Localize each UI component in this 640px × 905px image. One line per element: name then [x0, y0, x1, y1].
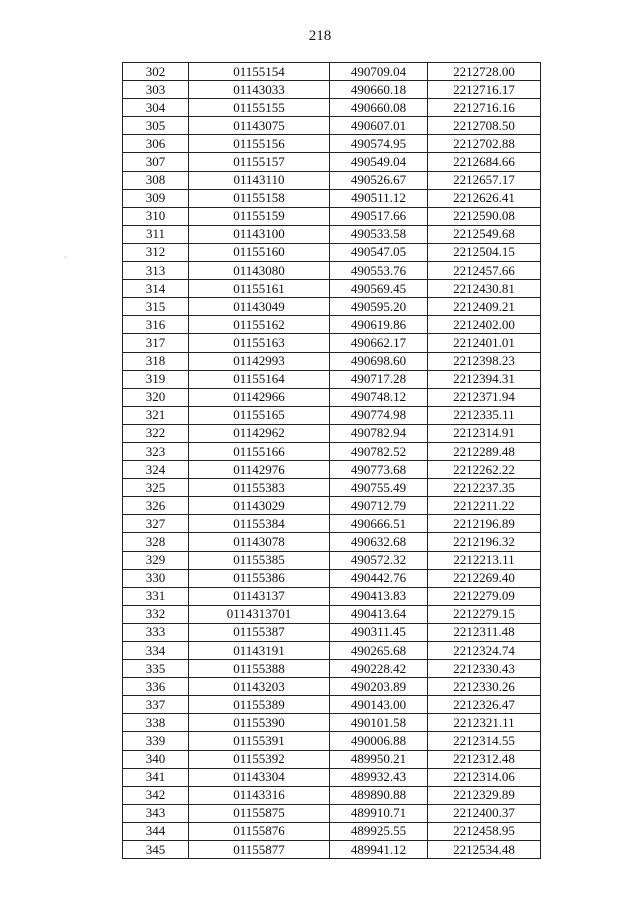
- table-row: [123, 207, 541, 225]
- point-number-cell: 309: [123, 189, 189, 207]
- point-number-cell: 331: [123, 587, 189, 605]
- point-number-cell: 324: [123, 461, 189, 479]
- y-coordinate-cell: 2212335.11: [428, 406, 541, 424]
- y-coordinate-cell: 2212314.55: [428, 732, 541, 750]
- table-row: [123, 533, 541, 551]
- point-id-cell: 01155154: [189, 63, 330, 81]
- x-coordinate-cell: 490782.52: [330, 442, 428, 460]
- y-coordinate-cell: 2212728.00: [428, 63, 541, 81]
- x-coordinate-cell: 490143.00: [330, 696, 428, 714]
- point-number-cell: 302: [123, 63, 189, 81]
- point-number-cell: 321: [123, 406, 189, 424]
- x-coordinate-cell: 490782.94: [330, 424, 428, 442]
- point-id-cell: 01142966: [189, 388, 330, 406]
- y-coordinate-cell: 2212402.00: [428, 316, 541, 334]
- point-id-cell: 01155389: [189, 696, 330, 714]
- point-id-cell: 01155388: [189, 660, 330, 678]
- x-coordinate-cell: 490607.01: [330, 117, 428, 135]
- y-coordinate-cell: 2212314.91: [428, 424, 541, 442]
- table-row: [123, 750, 541, 768]
- point-id-cell: 01155390: [189, 714, 330, 732]
- point-number-cell: 333: [123, 623, 189, 641]
- point-number-cell: 336: [123, 678, 189, 696]
- table-row: [123, 461, 541, 479]
- y-coordinate-cell: 2212430.81: [428, 280, 541, 298]
- point-id-cell: 01143100: [189, 225, 330, 243]
- point-number-cell: 323: [123, 442, 189, 460]
- y-coordinate-cell: 2212211.22: [428, 497, 541, 515]
- y-coordinate-cell: 2212458.95: [428, 822, 541, 840]
- point-id-cell: 01155387: [189, 623, 330, 641]
- y-coordinate-cell: 2212330.26: [428, 678, 541, 696]
- y-coordinate-cell: 2212394.31: [428, 370, 541, 388]
- point-number-cell: 310: [123, 207, 189, 225]
- point-number-cell: 327: [123, 515, 189, 533]
- x-coordinate-cell: 490709.04: [330, 63, 428, 81]
- x-coordinate-cell: 490774.98: [330, 406, 428, 424]
- point-number-cell: 341: [123, 768, 189, 786]
- table-row: [123, 262, 541, 280]
- y-coordinate-cell: 2212279.15: [428, 605, 541, 623]
- point-number-cell: 308: [123, 171, 189, 189]
- y-coordinate-cell: 2212196.32: [428, 533, 541, 551]
- point-id-cell: 01143029: [189, 497, 330, 515]
- point-id-cell: 01155161: [189, 280, 330, 298]
- x-coordinate-cell: 489950.21: [330, 750, 428, 768]
- point-number-cell: 343: [123, 804, 189, 822]
- point-id-cell: 01143078: [189, 533, 330, 551]
- point-number-cell: 320: [123, 388, 189, 406]
- y-coordinate-cell: 2212401.01: [428, 334, 541, 352]
- point-number-cell: 319: [123, 370, 189, 388]
- x-coordinate-cell: 490698.60: [330, 352, 428, 370]
- table-row: [123, 497, 541, 515]
- point-number-cell: 326: [123, 497, 189, 515]
- x-coordinate-cell: 490228.42: [330, 660, 428, 678]
- y-coordinate-cell: 2212314.06: [428, 768, 541, 786]
- point-number-cell: 312: [123, 243, 189, 261]
- x-coordinate-cell: 490574.95: [330, 135, 428, 153]
- x-coordinate-cell: 490619.86: [330, 316, 428, 334]
- y-coordinate-cell: 2212196.89: [428, 515, 541, 533]
- point-number-cell: 317: [123, 334, 189, 352]
- point-number-cell: 330: [123, 569, 189, 587]
- point-id-cell: 01155875: [189, 804, 330, 822]
- y-coordinate-cell: 2212329.89: [428, 786, 541, 804]
- table-row: [123, 406, 541, 424]
- table-row: [123, 243, 541, 261]
- y-coordinate-cell: 2212312.48: [428, 750, 541, 768]
- x-coordinate-cell: 489941.12: [330, 841, 428, 859]
- point-id-cell: 01155158: [189, 189, 330, 207]
- point-id-cell: 01143191: [189, 642, 330, 660]
- point-id-cell: 01155157: [189, 153, 330, 171]
- y-coordinate-cell: 2212324.74: [428, 642, 541, 660]
- point-id-cell: 01143049: [189, 298, 330, 316]
- x-coordinate-cell: 490413.83: [330, 587, 428, 605]
- point-id-cell: 01155383: [189, 479, 330, 497]
- y-coordinate-cell: 2212213.11: [428, 551, 541, 569]
- point-number-cell: 314: [123, 280, 189, 298]
- point-number-cell: 337: [123, 696, 189, 714]
- x-coordinate-cell: 490666.51: [330, 515, 428, 533]
- table-row: [123, 822, 541, 840]
- point-id-cell: 01155165: [189, 406, 330, 424]
- point-id-cell: 01155160: [189, 243, 330, 261]
- table-row: [123, 99, 541, 117]
- table-row: [123, 225, 541, 243]
- x-coordinate-cell: 489890.88: [330, 786, 428, 804]
- point-id-cell: 01155391: [189, 732, 330, 750]
- table-row: [123, 623, 541, 641]
- point-id-cell: 01155166: [189, 442, 330, 460]
- point-number-cell: 329: [123, 551, 189, 569]
- x-coordinate-cell: 489932.43: [330, 768, 428, 786]
- y-coordinate-cell: 2212398.23: [428, 352, 541, 370]
- table-row: [123, 696, 541, 714]
- point-number-cell: 313: [123, 262, 189, 280]
- y-coordinate-cell: 2212504.15: [428, 243, 541, 261]
- point-number-cell: 322: [123, 424, 189, 442]
- table-row: [123, 515, 541, 533]
- x-coordinate-cell: 490755.49: [330, 479, 428, 497]
- x-coordinate-cell: 490660.08: [330, 99, 428, 117]
- y-coordinate-cell: 2212269.40: [428, 569, 541, 587]
- y-coordinate-cell: 2212716.17: [428, 81, 541, 99]
- point-number-cell: 318: [123, 352, 189, 370]
- x-coordinate-cell: 490572.32: [330, 551, 428, 569]
- table-row: [123, 587, 541, 605]
- x-coordinate-cell: 490526.67: [330, 171, 428, 189]
- point-id-cell: 01142993: [189, 352, 330, 370]
- point-number-cell: 339: [123, 732, 189, 750]
- x-coordinate-cell: 490569.45: [330, 280, 428, 298]
- x-coordinate-cell: 490517.66: [330, 207, 428, 225]
- point-number-cell: 342: [123, 786, 189, 804]
- table-row: [123, 642, 541, 660]
- table-row: [123, 388, 541, 406]
- point-id-cell: 01143203: [189, 678, 330, 696]
- table-row: [123, 732, 541, 750]
- table-row: [123, 117, 541, 135]
- page-number: 218: [308, 28, 332, 44]
- point-id-cell: 01155386: [189, 569, 330, 587]
- point-number-cell: 334: [123, 642, 189, 660]
- table-row: [123, 171, 541, 189]
- table-row: [123, 334, 541, 352]
- point-number-cell: 335: [123, 660, 189, 678]
- point-number-cell: 311: [123, 225, 189, 243]
- point-number-cell: 332: [123, 605, 189, 623]
- x-coordinate-cell: 490265.68: [330, 642, 428, 660]
- table-row: [123, 804, 541, 822]
- point-id-cell: 01142962: [189, 424, 330, 442]
- point-id-cell: 0114313701: [189, 605, 330, 623]
- table-row: [123, 569, 541, 587]
- x-coordinate-cell: 490662.17: [330, 334, 428, 352]
- y-coordinate-cell: 2212657.17: [428, 171, 541, 189]
- point-id-cell: 01143033: [189, 81, 330, 99]
- table-row: [123, 189, 541, 207]
- table-row: [123, 280, 541, 298]
- point-id-cell: 01155155: [189, 99, 330, 117]
- table-row: [123, 153, 541, 171]
- point-number-cell: 340: [123, 750, 189, 768]
- x-coordinate-cell: 490533.58: [330, 225, 428, 243]
- table-row: [123, 298, 541, 316]
- table-row: [123, 63, 541, 81]
- y-coordinate-cell: 2212262.22: [428, 461, 541, 479]
- y-coordinate-cell: 2212716.16: [428, 99, 541, 117]
- point-number-cell: 328: [123, 533, 189, 551]
- table-row: [123, 551, 541, 569]
- table-row: [123, 81, 541, 99]
- point-id-cell: 01143075: [189, 117, 330, 135]
- y-coordinate-cell: 2212708.50: [428, 117, 541, 135]
- point-number-cell: 307: [123, 153, 189, 171]
- x-coordinate-cell: 490311.45: [330, 623, 428, 641]
- x-coordinate-cell: 490553.76: [330, 262, 428, 280]
- y-coordinate-cell: 2212457.66: [428, 262, 541, 280]
- point-id-cell: 01155162: [189, 316, 330, 334]
- point-id-cell: 01143080: [189, 262, 330, 280]
- y-coordinate-cell: 2212371.94: [428, 388, 541, 406]
- point-id-cell: 01155876: [189, 822, 330, 840]
- table-row: [123, 370, 541, 388]
- table-row: [123, 768, 541, 786]
- x-coordinate-cell: 490549.04: [330, 153, 428, 171]
- y-coordinate-cell: 2212409.21: [428, 298, 541, 316]
- point-id-cell: 01155156: [189, 135, 330, 153]
- table-row: [123, 442, 541, 460]
- point-number-cell: 304: [123, 99, 189, 117]
- table-row: [123, 678, 541, 696]
- x-coordinate-cell: 490511.12: [330, 189, 428, 207]
- x-coordinate-cell: 490413.64: [330, 605, 428, 623]
- x-coordinate-cell: 490712.79: [330, 497, 428, 515]
- point-number-cell: 344: [123, 822, 189, 840]
- table-row: [123, 786, 541, 804]
- y-coordinate-cell: 2212311.48: [428, 623, 541, 641]
- x-coordinate-cell: 489910.71: [330, 804, 428, 822]
- point-id-cell: 01143316: [189, 786, 330, 804]
- point-id-cell: 01155164: [189, 370, 330, 388]
- point-id-cell: 01155384: [189, 515, 330, 533]
- point-id-cell: 01155877: [189, 841, 330, 859]
- y-coordinate-cell: 2212684.66: [428, 153, 541, 171]
- margin-mark: ·: [64, 253, 67, 262]
- point-id-cell: 01142976: [189, 461, 330, 479]
- x-coordinate-cell: 490547.05: [330, 243, 428, 261]
- table-row: [123, 316, 541, 334]
- table-row: [123, 135, 541, 153]
- y-coordinate-cell: 2212590.08: [428, 207, 541, 225]
- y-coordinate-cell: 2212289.48: [428, 442, 541, 460]
- x-coordinate-cell: 490595.20: [330, 298, 428, 316]
- table-row: [123, 660, 541, 678]
- x-coordinate-cell: 490773.68: [330, 461, 428, 479]
- y-coordinate-cell: 2212321.11: [428, 714, 541, 732]
- point-id-cell: 01155159: [189, 207, 330, 225]
- y-coordinate-cell: 2212237.35: [428, 479, 541, 497]
- x-coordinate-cell: 490717.28: [330, 370, 428, 388]
- x-coordinate-cell: 490006.88: [330, 732, 428, 750]
- x-coordinate-cell: 490632.68: [330, 533, 428, 551]
- y-coordinate-cell: 2212330.43: [428, 660, 541, 678]
- y-coordinate-cell: 2212534.48: [428, 841, 541, 859]
- point-id-cell: 01143304: [189, 768, 330, 786]
- table-row: [123, 605, 541, 623]
- x-coordinate-cell: 490660.18: [330, 81, 428, 99]
- table-row: [123, 479, 541, 497]
- x-coordinate-cell: 490101.58: [330, 714, 428, 732]
- point-id-cell: 01155385: [189, 551, 330, 569]
- table-row: [123, 424, 541, 442]
- point-number-cell: 303: [123, 81, 189, 99]
- x-coordinate-cell: 489925.55: [330, 822, 428, 840]
- point-number-cell: 338: [123, 714, 189, 732]
- coordinates-table: [122, 62, 541, 859]
- point-number-cell: 325: [123, 479, 189, 497]
- y-coordinate-cell: 2212279.09: [428, 587, 541, 605]
- point-number-cell: 315: [123, 298, 189, 316]
- x-coordinate-cell: 490748.12: [330, 388, 428, 406]
- y-coordinate-cell: 2212702.88: [428, 135, 541, 153]
- point-number-cell: 305: [123, 117, 189, 135]
- point-number-cell: 316: [123, 316, 189, 334]
- y-coordinate-cell: 2212549.68: [428, 225, 541, 243]
- y-coordinate-cell: 2212326.47: [428, 696, 541, 714]
- x-coordinate-cell: 490203.89: [330, 678, 428, 696]
- x-coordinate-cell: 490442.76: [330, 569, 428, 587]
- y-coordinate-cell: 2212400.37: [428, 804, 541, 822]
- y-coordinate-cell: 2212626.41: [428, 189, 541, 207]
- point-number-cell: 345: [123, 841, 189, 859]
- point-number-cell: 306: [123, 135, 189, 153]
- table-row: [123, 714, 541, 732]
- table-body: [123, 63, 541, 859]
- point-id-cell: 01143137: [189, 587, 330, 605]
- table-row: [123, 352, 541, 370]
- point-id-cell: 01143110: [189, 171, 330, 189]
- point-id-cell: 01155163: [189, 334, 330, 352]
- table-row: [123, 841, 541, 859]
- point-id-cell: 01155392: [189, 750, 330, 768]
